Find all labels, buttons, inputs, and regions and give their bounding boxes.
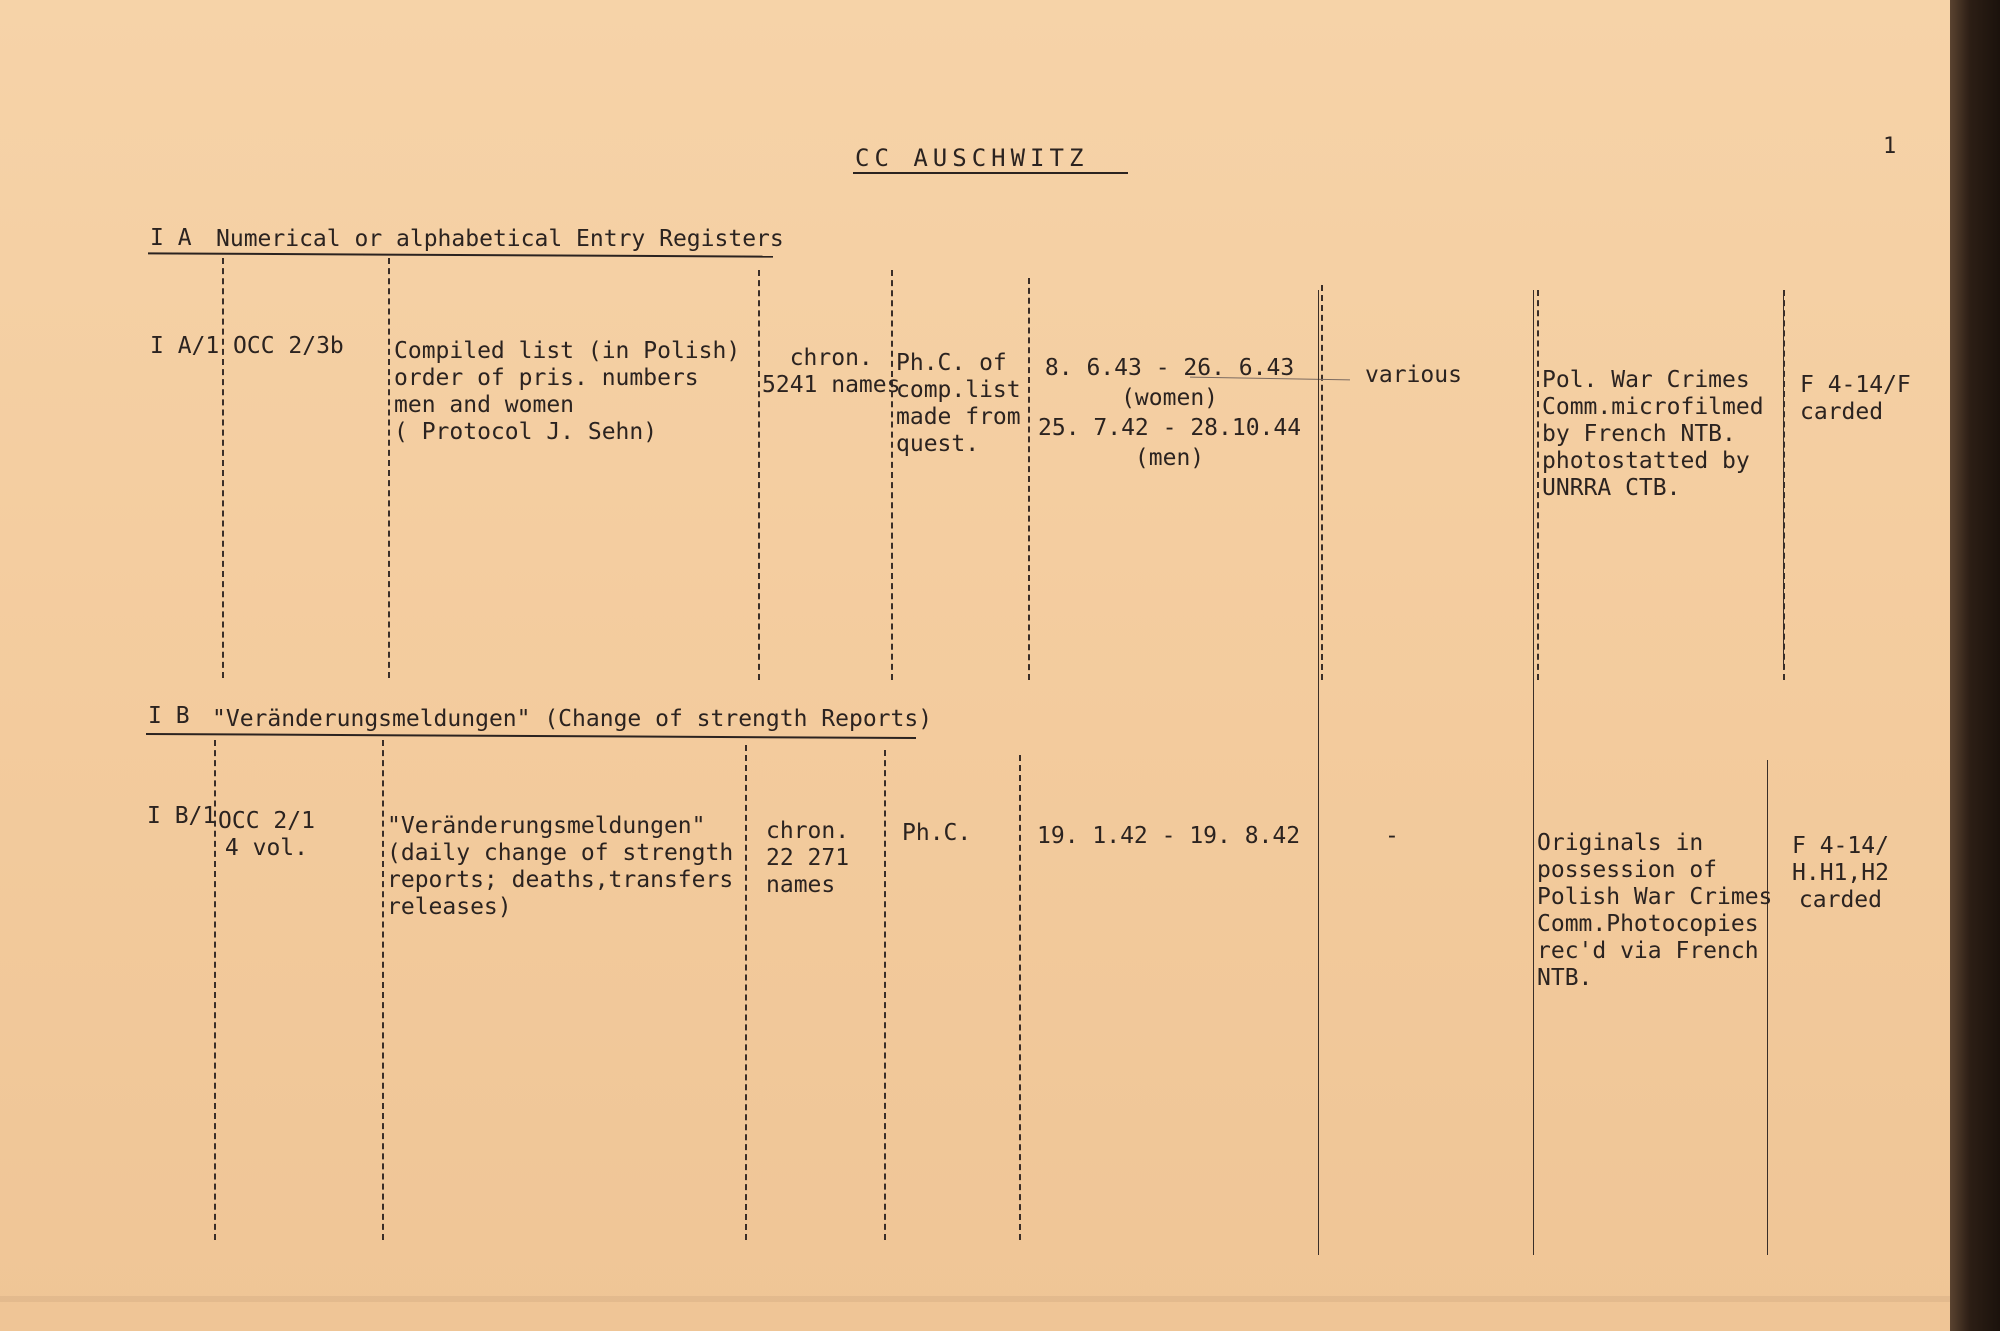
section-a-heading: Numerical or alphabetical Entry Registers	[216, 226, 784, 252]
column-rule	[745, 745, 747, 1240]
column-rule	[1783, 290, 1784, 670]
entry-dates: 19. 1.42 - 19. 8.42	[1037, 823, 1301, 849]
entry-ref: I B/1	[147, 803, 217, 829]
entry-nationality: -	[1385, 823, 1399, 849]
entry-description: Compiled list (in Polish) order of pris. numbers men and women ( Protocol J. Sehn)	[394, 338, 741, 445]
column-rule	[758, 270, 760, 680]
section-b-heading: "Veränderungsmeldungen" (Change of strength Reports)	[212, 706, 933, 732]
entry-nationality: various	[1365, 362, 1462, 388]
entry-description: "Veränderungsmeldungen" (daily change of strength reports; deaths,transfers releases)	[387, 813, 734, 920]
book-binding-edge	[1950, 0, 2000, 1331]
section-b-code: I B	[148, 703, 190, 729]
column-rule	[1318, 290, 1319, 1255]
section-b-underline	[146, 733, 916, 739]
entry-form: Ph.C. of comp.list made from quest.	[896, 350, 1021, 457]
page-shadow	[0, 1296, 1950, 1302]
column-rule	[1533, 290, 1534, 1255]
entry-remarks: Originals in possession of Polish War Crimes Comm.Photocopies rec'd via French NTB.	[1537, 830, 1773, 991]
column-rule	[1321, 285, 1323, 680]
entry-reference: F 4-14/F carded	[1800, 372, 1911, 425]
page-number: 1	[1883, 134, 1897, 159]
bleed-through-text	[1600, 150, 1612, 174]
entry-dates: 8. 6.43 - 26. 6.43 (women) 25. 7.42 - 28.10.44 (men)	[1038, 355, 1302, 471]
column-rule	[388, 258, 390, 678]
column-rule	[1537, 290, 1539, 680]
entry-form: Ph.C.	[902, 820, 972, 846]
entry-ref: I A/1	[150, 333, 220, 359]
entry-location: OCC 2/1 4 vol.	[218, 808, 315, 861]
column-rule	[1028, 278, 1030, 680]
entry-arrangement: chron. 5241 names	[762, 345, 901, 398]
section-a-underline	[148, 252, 773, 257]
entry-location: OCC 2/3b	[233, 333, 344, 359]
column-rule	[884, 750, 886, 1240]
section-a-code: I A	[150, 225, 192, 251]
column-rule	[222, 258, 224, 678]
title-underline	[853, 172, 1128, 174]
column-rule	[891, 270, 893, 680]
entry-remarks: Pol. War Crimes Comm.microfilmed by French NTB. photostatted by UNRRA CTB.	[1542, 367, 1764, 501]
page-title: CC AUSCHWITZ	[855, 144, 1089, 172]
column-rule	[382, 740, 384, 1240]
column-rule	[1019, 755, 1021, 1240]
entry-arrangement: chron. 22 271 names	[766, 818, 850, 898]
entry-reference: F 4-14/ H.H1,H2 carded	[1792, 833, 1889, 913]
